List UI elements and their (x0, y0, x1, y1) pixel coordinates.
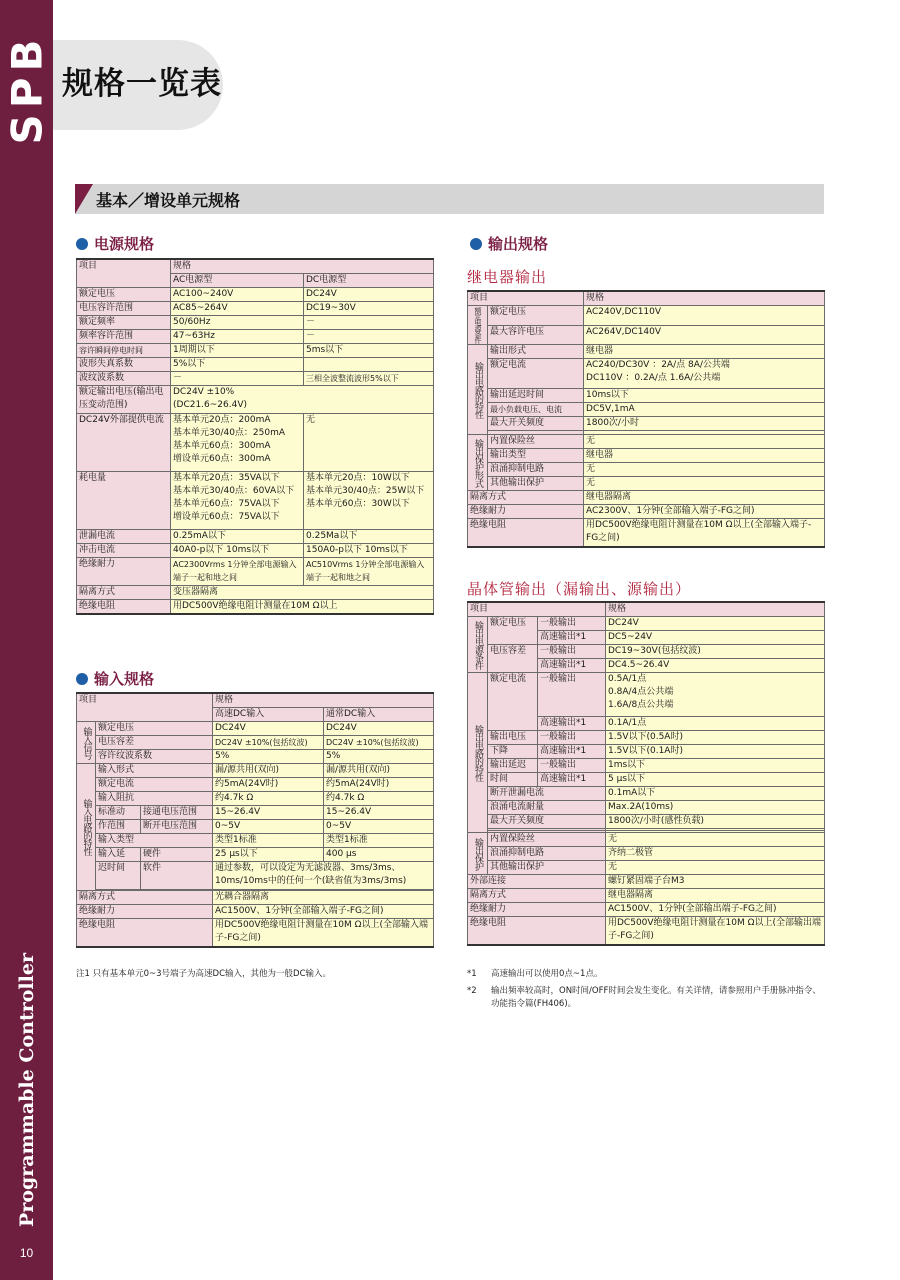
table-row: 输入阻抗 约4.7k Ω 约4.7k Ω (77, 792, 434, 806)
input-th-fast: 高速DC输入 (213, 708, 324, 722)
power-heading: 电源规格 (76, 233, 154, 254)
table-row: 外部连接 螺钉紧固端子台M3 (468, 875, 825, 889)
table-row: 输出电路的特性 输出形式 继电器 (468, 345, 825, 359)
power-spec-table (76, 258, 434, 615)
relay-group-protect: 输出保护形式 (468, 435, 488, 491)
bullet-icon (76, 673, 88, 685)
section-triangle-icon (75, 184, 93, 214)
side-caption: Programmable Controller (15, 953, 38, 1227)
table-row: 最大容许电压 AC264V,DC140V (468, 325, 825, 345)
table-row: 最大开关频度 1800次/小时(感性负载) (468, 815, 825, 829)
table-row: 输出类型 继电器 (468, 449, 825, 463)
page-number: 10 (19, 1246, 34, 1260)
table-row: 额定输出电压(输出电压变动范围) DC24V ±10% (DC21.6~26.4V) (77, 386, 434, 414)
table-row: 容许瞬间停电时间 1周期以下 5ms以下 (77, 344, 434, 358)
transistor-notes (467, 968, 824, 1011)
table-row: 断开泄漏电流 0.1mA以下 (468, 787, 825, 801)
table-row: 高速输出*1 DC4.5~26.4V (468, 659, 825, 673)
table-row: 最大开关频度 1800次/小时 (468, 417, 825, 431)
bullet-icon (470, 238, 482, 250)
table-row: 浪涌抑制电路 无 (468, 463, 825, 477)
relay-th-spec: 规格 (584, 291, 825, 306)
table-row: 绝缘电阻 用DC500V绝缘电阻计测量在10M Ω以上(全部输入端子-FG之间) (468, 519, 825, 547)
table-row: 输出保护形式 内置保险丝 无 (468, 435, 825, 449)
table-row: 输入延 硬件 25 μs以下 400 μs (77, 848, 434, 862)
table-row: 输出电源条件 额定电压 一般输出 DC24V (468, 617, 825, 631)
power-th-dc: DC电源型 (304, 274, 434, 288)
table-row: 输入类型 类型1标准 类型1标准 (77, 834, 434, 848)
table-row: 最小负载电压、电流 DC5V,1mA (468, 403, 825, 417)
transistor-group-protect: 输出保护 (468, 833, 488, 875)
table-row: 泄漏电流 0.25mA以下 0.25Ma以下 (77, 530, 434, 544)
bullet-icon (76, 238, 88, 250)
table-row: 迟时间 软件 通过参数，可以设定为无滤波器、3ms/3ms、10ms/10ms中的任何一个(缺省值为3ms/3ms) (77, 862, 434, 890)
relay-output-title: 继电器输出 (467, 268, 548, 286)
table-row: 额定电源条件 额定电压 AC240V,DC110V (468, 306, 825, 326)
footnote: *2 输出频率较高时，ON时间/OFF时间会发生变化。有关详情，请参照用户手册脉冲指令、功能指令篇(FH406)。 (467, 986, 821, 1009)
input-note: 注1 只有基本单元0~3号端子为高速DC输入，其他为一般DC输入。 (76, 969, 332, 979)
table-row: 波纹波系数 － 三相全波整流波形5%以下 (77, 372, 434, 386)
table-row: 绝缘耐力 AC1500V、1分钟(全部输出端子-FG之间) (468, 903, 825, 917)
table-row: 绝缘耐力 AC1500V、1分钟(全部输入端子-FG之间) (77, 905, 434, 919)
table-row: 电压容差 一般输出 DC19~30V(包括纹波) (468, 645, 825, 659)
relay-group-power: 额定电源条件 (468, 306, 488, 345)
table-row: 额定电流 约5mA(24V时) 约5mA(24V时) (77, 778, 434, 792)
table-row: 输入信号 额定电压 DC24V DC24V (77, 722, 434, 736)
table-row: 电压容许范围 AC85~264V DC19~30V (77, 302, 434, 316)
relay-group-circuit: 输出电路的特性 (468, 345, 488, 435)
table-row: 高速输出*1 DC5~24V (468, 631, 825, 645)
transistor-group-circuit: 输出电路的特性 (468, 673, 488, 833)
input-th-spec: 规格 (213, 693, 434, 708)
table-row: 输出电压 一般输出 1.5V以下(0.5A时) (468, 731, 825, 745)
power-th-item: 项目 (77, 259, 171, 288)
table-row: 其他输出保护 无 (468, 861, 825, 875)
input-spec-table (76, 692, 434, 948)
power-th-spec: 规格 (171, 259, 434, 274)
table-row: 输出保护 内置保险丝 无 (468, 833, 825, 847)
section-title: 基本／增设单元规格 (96, 191, 241, 210)
table-row: 频率容许范围 47~63Hz － (77, 330, 434, 344)
transistor-th-spec: 规格 (606, 602, 825, 617)
table-row: 绝缘耐力 AC2300Vrms 1分钟全部电源输入端子一起和地之间 AC510Vrms 1分钟全部电源输入端子一起和地之间 (77, 558, 434, 586)
input-th-item: 项目 (77, 693, 213, 722)
table-row: 绝缘电阻 用DC500V绝缘电阻计测量在10M Ω以上(全部输入端子-FG之间) (77, 919, 434, 947)
table-row: 输入电路的特性 输入形式 漏/源共用(双向) 漏/源共用(双向) (77, 764, 434, 778)
relay-output-table (467, 290, 825, 548)
table-row: 波形失真系数 5%以下 (77, 358, 434, 372)
table-row: 隔离方式 继电器隔离 (468, 491, 825, 505)
output-heading: 输出规格 (470, 233, 548, 254)
input-heading: 输入规格 (76, 668, 154, 689)
table-row: 冲击电流 40A0-p以下 10ms以下 150A0-p以下 10ms以下 (77, 544, 434, 558)
transistor-output-table (467, 601, 825, 946)
page-title: 规格一览表 (62, 66, 222, 102)
table-row: 其他输出保护 无 (468, 477, 825, 491)
table-row: 额定电流 AC240/DC30V ：2A/点 8A/公共端 DC110V ：0.2A/点 1.6A/公共端 (468, 359, 825, 389)
table-row: 绝缘电阻 用DC500V绝缘电阻计测量在10M Ω以上 (77, 600, 434, 615)
transistor-output-title: 晶体管输出（漏输出、源输出） (467, 580, 692, 598)
power-th-ac: AC电源型 (171, 274, 304, 288)
transistor-th-item: 项目 (468, 602, 606, 617)
relay-th-item: 项目 (468, 291, 584, 306)
table-row: 输出延迟 一般输出 1ms以下 (468, 759, 825, 773)
table-row: 输出延迟时间 10ms以下 (468, 389, 825, 403)
table-row: 高速输出*1 0.1A/1点 (468, 717, 825, 731)
table-row: 耗电量 基本单元20点：35VA以下 基本单元30/40点：60VA以下 基本单元60点：75VA以下 增设单元60点：75VA以下 基本单元20点：10W以下 基本单元30/40点：25W以下 基本单元60点：30W以下 (77, 472, 434, 530)
table-row: DC24V外部提供电流 基本单元20点：200mA 基本单元30/40点：250mA 基本单元60点：300mA 增设单元60点：300mA 无 (77, 414, 434, 472)
input-th-normal: 通常DC输入 (324, 708, 434, 722)
input-group-signal: 输入信号 (77, 722, 96, 764)
input-group-circuit: 输入电路的特性 (77, 764, 96, 891)
transistor-group-power: 输出电源条件 (468, 617, 488, 673)
table-row: 额定电压 AC100~240V DC24V (77, 288, 434, 302)
table-row: 隔离方式 继电器隔离 (468, 889, 825, 903)
table-row: 额定频率 50/60Hz － (77, 316, 434, 330)
table-row: 时间 高速输出*1 5 μs以下 (468, 773, 825, 787)
table-row: 隔离方式 变压器隔离 (77, 586, 434, 600)
table-row: 浪涌抑制电路 齐纳二极管 (468, 847, 825, 861)
table-row: 输出电路的特性 额定电流 一般输出 0.5A/1点 0.8A/4点公共端 1.6A/8点公共端 (468, 673, 825, 717)
table-row: 绝缘耐力 AC2300V、1分钟(全部输入端子-FG之间) (468, 505, 825, 519)
table-row: 下降 高速输出*1 1.5V以下(0.1A时) (468, 745, 825, 759)
brand-logo: SPB (2, 33, 51, 145)
footnote: *1 高速输出可以使用0点~1点。 (467, 969, 603, 979)
table-row: 标准动 接通电压范围 15~26.4V 15~26.4V (77, 806, 434, 820)
table-row: 隔离方式 光耦合器隔离 (77, 891, 434, 905)
table-row: 浪涌电流耐量 Max.2A(10ms) (468, 801, 825, 815)
table-row: 绝缘电阻 用DC500V绝缘电阻计测量在10M Ω以上(全部输出端子-FG之间) (468, 917, 825, 945)
table-row: 作范围 断开电压范围 0~5V 0~5V (77, 820, 434, 834)
table-row: 电压容差 DC24V ±10%(包括纹波) DC24V ±10%(包括纹波) (77, 736, 434, 750)
table-row: 容许纹波系数 5% 5% (77, 750, 434, 764)
